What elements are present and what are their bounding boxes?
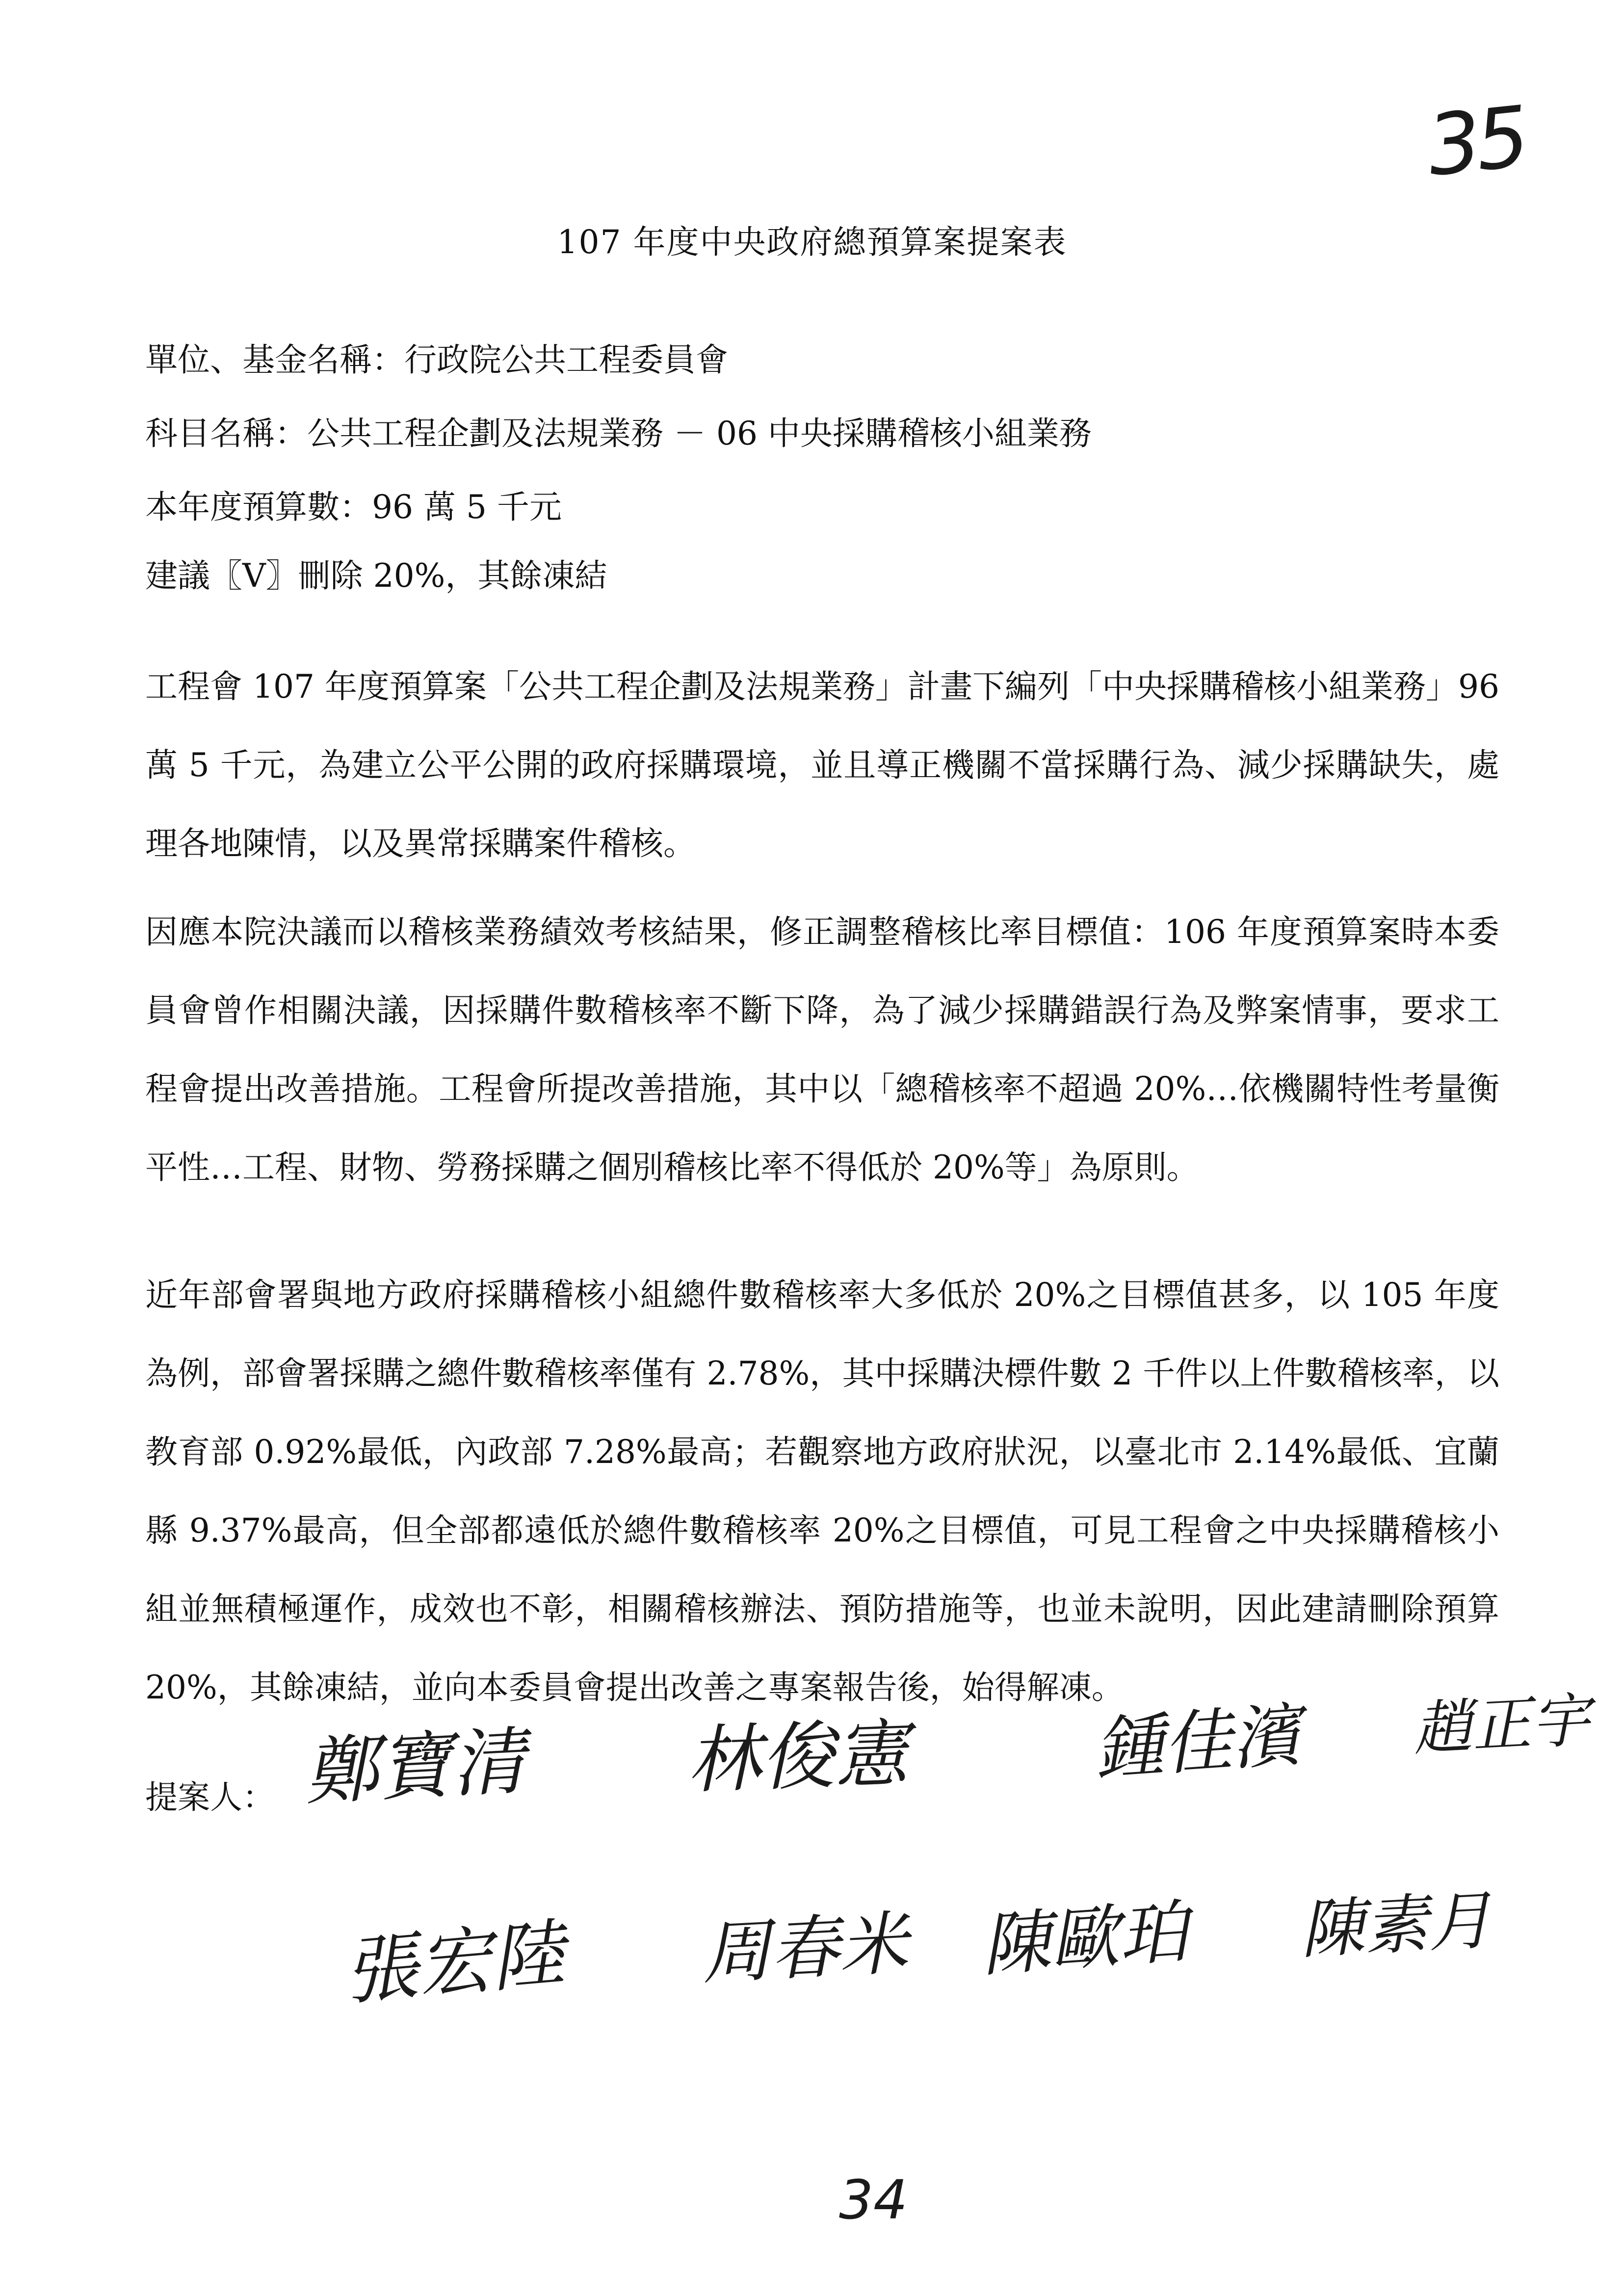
signature-3: 鍾佳濱 bbox=[1092, 1696, 1304, 1790]
signature-7: 陳歐珀 bbox=[979, 1892, 1191, 1986]
signature-6: 周春米 bbox=[700, 1904, 910, 1994]
paragraph-3: 近年部會署與地方政府採購稽核小組總件數稽核率大多低於 20%之目標值甚多，以 105 年度為例，部會署採購之總件數稽核率僅有 2.78%，其中採購決標件數 2 千件以上件數稽核率，以教育部 0.92%最低，內政部 7.28%最高；若觀察地方政府狀況，以臺北市 2.14%最低、宜蘭縣 9.37%最高，但全部都遠低於總件數稽核率 20%之目標值，可見工程會之中央採購稽核小組並無積極運作，成效也不彰，相關稽核辦法、預防措施等，也並未說明，因此建請刪除預算 20%，其餘凍結，並向本委員會提出改善之專案報告後，始得解凍。 bbox=[145, 1276, 1499, 1706]
signature-2: 林俊憲 bbox=[685, 1711, 910, 1804]
handwritten-page-number-bottom: 34 bbox=[839, 2168, 908, 2231]
document-title: 107 年度中央政府總預算案提案表 bbox=[557, 223, 1067, 261]
signature-5: 張宏陸 bbox=[341, 1911, 568, 2016]
paragraph-1: 工程會 107 年度預算案「公共工程企劃及法規業務」計畫下編列「中央採購稽核小組業務」96 萬 5 千元，為建立公平公開的政府採購環境，並且導正機關不當採購行為、減少採購缺失，處理各地陳情，以及異常採購案件稽核。 bbox=[145, 668, 1499, 862]
signature-4: 趙正宇 bbox=[1412, 1686, 1592, 1764]
subject-line: 科目名稱：公共工程企劃及法規業務 － 06 中央採購稽核小組業務 bbox=[145, 415, 1092, 452]
budget-line: 本年度預算數：96 萬 5 千元 bbox=[145, 488, 562, 526]
proposal-line: 建議〖V〗刪除 20%，其餘凍結 bbox=[145, 557, 607, 595]
handwritten-page-number-top: 35 bbox=[1423, 88, 1529, 195]
paragraph-2: 因應本院決議而以稽核業務績效考核結果，修正調整稽核比率目標值：106 年度預算案時本委員會曾作相關決議，因採購件數稽核率不斷下降，為了減少採購錯誤行為及弊案情事，要求工程會提出改善措施。工程會所提改善措施，其中以「總稽核率不超過 20%…依機關特性考量衡平性…工程、財物、勞務採購之個別稽核比率不得低於 20%等」為原則。 bbox=[145, 913, 1499, 1186]
proposer-label: 提案人： bbox=[145, 1778, 275, 1816]
signature-1: 鄭寶清 bbox=[302, 1719, 527, 1816]
unit-line: 單位、基金名稱：行政院公共工程委員會 bbox=[145, 341, 728, 379]
signature-8: 陳素月 bbox=[1298, 1882, 1494, 1968]
